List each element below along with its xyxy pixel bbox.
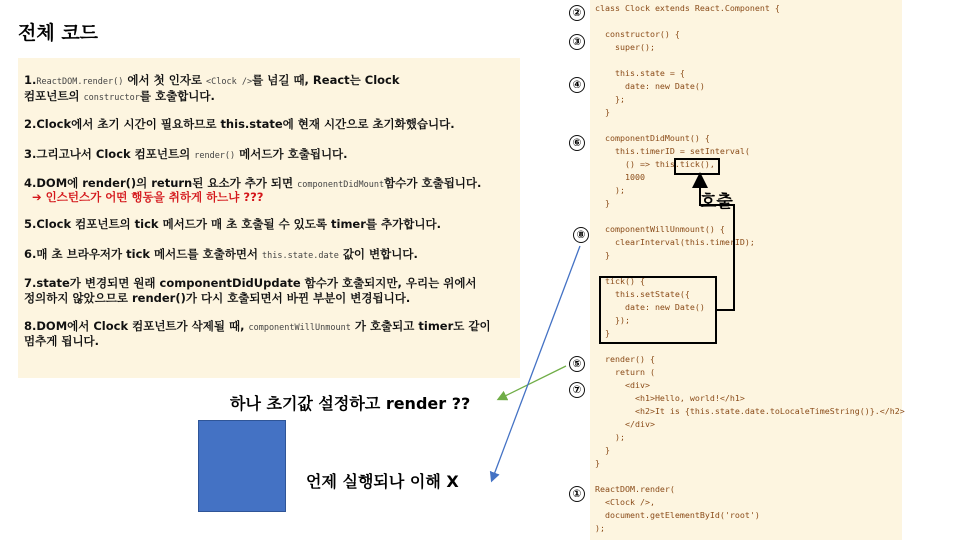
step-marker-3: ③: [569, 34, 585, 50]
code-line: date: new Date(): [595, 81, 705, 91]
note-1-cont: 컴포넌트의 constructor를 호출합니다.: [24, 89, 215, 103]
code-line: componentDidMount() {: [595, 133, 710, 143]
code-line: }: [595, 107, 610, 117]
code-line: clearInterval(this.timerID);: [595, 237, 755, 247]
code-line: super();: [595, 42, 655, 52]
note-5: 5.Clock 컴포넌트의 tick 메서드가 매 초 호출될 수 있도록 timer를 추가합니다.: [24, 217, 441, 231]
step-marker-2: ②: [569, 5, 585, 21]
code-line: }: [595, 445, 610, 455]
note-8-cont: 멈추게 됩니다.: [24, 334, 100, 348]
code-line: () => this.tick(),: [595, 159, 715, 169]
code-line: <div>: [595, 380, 650, 390]
code-line: <Clock />,: [595, 497, 655, 507]
code-line: ReactDOM.render(: [595, 484, 675, 494]
note-4: 4.DOM에 render()의 return된 요소가 추가 되면 componentDidMount함수가 호출됩니다.: [24, 176, 482, 190]
blue-arrow: [492, 246, 580, 480]
code-line: );: [595, 432, 625, 442]
step-marker-4: ④: [569, 77, 585, 93]
code-line: </div>: [595, 419, 655, 429]
tick-call-connector: [700, 178, 734, 310]
code-line: );: [595, 185, 625, 195]
code-line: this.setState({: [595, 289, 690, 299]
note-2: 2.Clock에서 초기 시간이 필요하므로 this.state에 현재 시간으로 초기화했습니다.: [24, 117, 455, 131]
note-7-cont: 정의하지 않았으므로 render()가 다시 호출되면서 바뀐 부분이 변경됩니다.: [24, 291, 411, 305]
step-marker-8: ⑧: [573, 227, 589, 243]
step-marker-7: ⑦: [569, 382, 585, 398]
step-marker-6: ⑥: [569, 135, 585, 151]
code-line: );: [595, 523, 605, 533]
code-line: }: [595, 198, 610, 208]
code-line: };: [595, 94, 625, 104]
code-line: componentWillUnmount() {: [595, 224, 725, 234]
code-line: 1000: [595, 172, 645, 182]
note-6: 6.매 초 브라우저가 tick 메서드를 호출하면서 this.state.date 값이 변합니다.: [24, 247, 418, 261]
code-line: }: [595, 458, 600, 468]
step-marker-1: ①: [569, 486, 585, 502]
code-line: render() {: [595, 354, 655, 364]
code-line: class Clock extends React.Component {: [595, 3, 780, 13]
code-line: return (: [595, 367, 655, 377]
question-label: 하나 초기값 설정하고 render ??: [230, 394, 471, 413]
code-line: document.getElementById('root'): [595, 510, 760, 520]
code-line: <h2>It is {this.state.date.toLocaleTimeString()}.</h2>: [595, 406, 905, 416]
note-3: 3.그리고나서 Clock 컴포넌트의 render() 메서드가 호출됩니다.: [24, 147, 348, 161]
call-label: 호출: [700, 192, 733, 212]
note-8: 8.DOM에서 Clock 컴포넌트가 삭제될 때, componentWillUnmount 가 호출되고 timer도 같이: [24, 319, 491, 333]
code-line: }: [595, 250, 610, 260]
code-line: constructor() {: [595, 29, 680, 39]
page-title: 전체 코드: [18, 22, 99, 44]
step-marker-5: ⑤: [569, 356, 585, 372]
code-line: date: new Date(): [595, 302, 705, 312]
code-line: });: [595, 315, 630, 325]
code-line: this.state = {: [595, 68, 685, 78]
code-line: this.timerID = setInterval(: [595, 146, 750, 156]
note-1: 1.ReactDOM.render() 에서 첫 인자로 <Clock />를 넘길 때, React는 Clock: [24, 73, 400, 87]
note-7: 7.state가 변경되면 원래 componentDidUpdate 함수가 호출되지만, 우리는 위에서: [24, 276, 477, 290]
code-line: }: [595, 328, 610, 338]
code-line: tick() {: [595, 276, 645, 286]
code-line: <h1>Hello, world!</h1>: [595, 393, 745, 403]
note-4-question: ➔ 인스턴스가 어떤 행동을 취하게 하느냐 ???: [32, 190, 264, 204]
unknown-label: 언제 실행되나 이해 X: [306, 472, 459, 491]
